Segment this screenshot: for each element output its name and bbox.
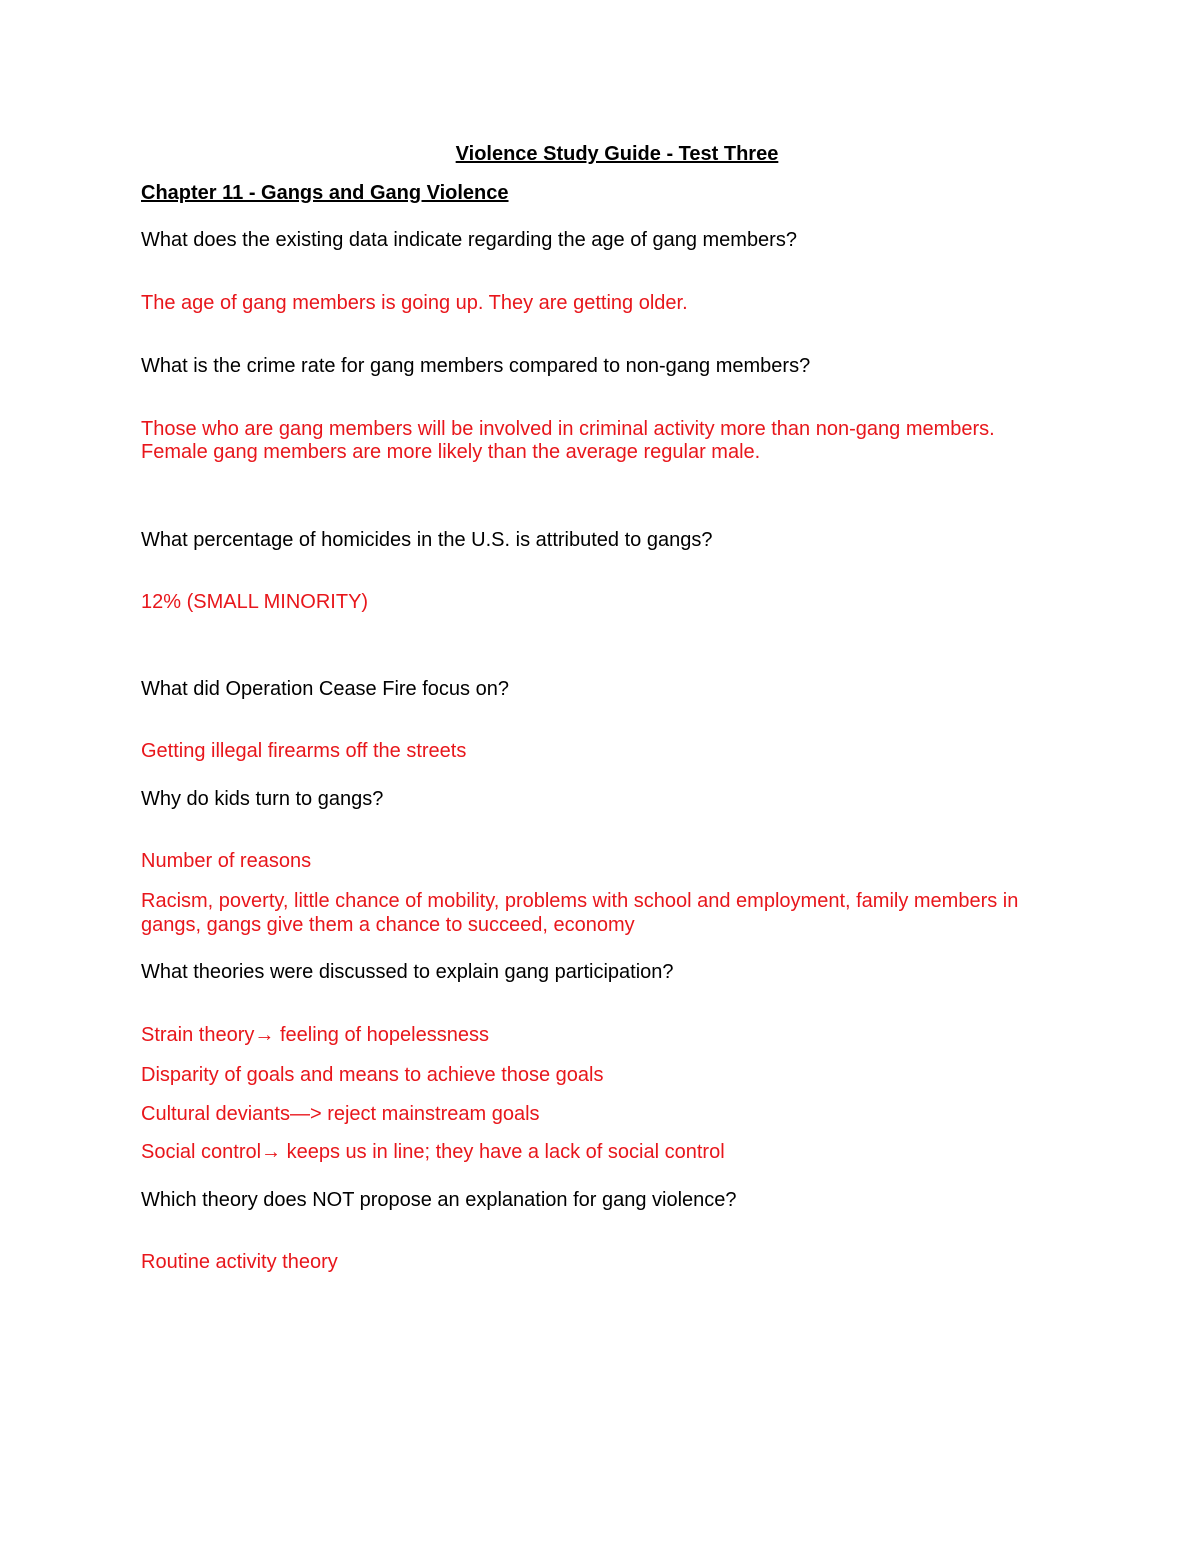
answer-reasons-list-line-1: Racism, poverty, little chance of mobility, problems with school and employment, family members in [141,890,1019,912]
answer-disparity-of-goals: Disparity of goals and means to achieve those goals [141,1064,604,1086]
answer-routine-activity-theory: Routine activity theory [141,1251,338,1273]
question-age-of-gang-members: What does the existing data indicate regarding the age of gang members? [141,229,797,251]
question-theories: What theories were discussed to explain gang participation? [141,961,674,983]
question-why-kids-turn-to-gangs: Why do kids turn to gangs? [141,788,384,810]
answer-crime-rate-line-2: Female gang members are more likely than the average regular male. [141,441,761,463]
question-crime-rate: What is the crime rate for gang members compared to non-gang members? [141,355,811,377]
answer-homicide-percentage: 12% (SMALL MINORITY) [141,591,369,613]
question-operation-cease-fire: What did Operation Cease Fire focus on? [141,678,509,700]
question-theory-not-explaining-violence: Which theory does NOT propose an explanation for gang violence? [141,1189,737,1211]
answer-strain-theory: Strain theory→ feeling of hopelessness [141,1024,489,1046]
answer-social-control: Social control→ keeps us in line; they have a lack of social control [141,1141,725,1163]
answer-operation-cease-fire: Getting illegal firearms off the streets [141,740,467,762]
answer-number-of-reasons: Number of reasons [141,850,312,872]
answer-age-of-gang-members: The age of gang members is going up. They are getting older. [141,292,688,314]
answer-reasons-list-line-2: gangs, gangs give them a chance to succeed, economy [141,914,635,936]
document-title: Violence Study Guide - Test Three [455,143,779,165]
answer-cultural-deviants: Cultural deviants—> reject mainstream goals [141,1103,540,1125]
question-homicide-percentage: What percentage of homicides in the U.S. is attributed to gangs? [141,529,713,551]
chapter-heading: Chapter 11 - Gangs and Gang Violence [141,182,509,204]
answer-crime-rate-line-1: Those who are gang members will be involved in criminal activity more than non-gang members. [141,418,995,440]
